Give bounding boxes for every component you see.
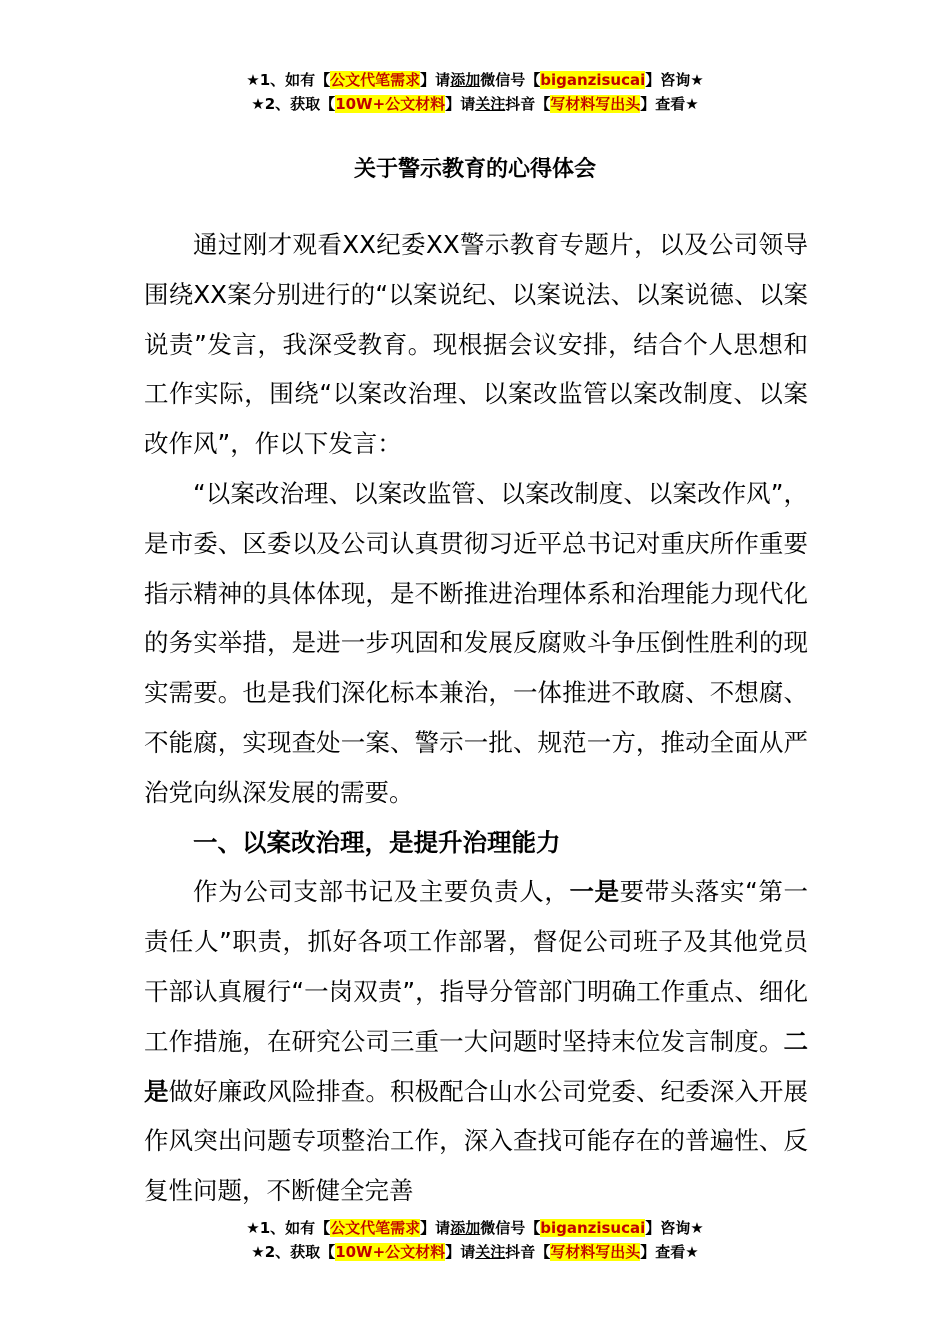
banner-text: 】查看★ [640, 95, 699, 113]
banner-text: ★1、如有【 [246, 71, 331, 89]
banner-highlight: 10W+公文材料 [335, 95, 446, 113]
banner-line-2 [0, 92, 950, 116]
banner-text: 】请 [420, 1219, 451, 1237]
banner-text: 】请 [420, 71, 451, 89]
banner-underline: 关注 [475, 1243, 506, 1261]
header-banner [0, 68, 950, 116]
paragraph-text: 做好廉政风险排查。积极配合山水公司党委、纪委深入开展作风突出问题专项整治工作，深入查找可能存在的普遍性、反复性问题，不断健全完善 [144, 1076, 808, 1206]
banner-highlight-wechat-id: biganzisucai [540, 1219, 646, 1237]
paragraph-intro: 通过刚才观看XX纪委XX警示教育专题片，以及公司领导围绕XX案分别进行的“以案说纪、以案说法、以案说德、以案说责”发言，我深受教育。现根据会议安排，结合个人思想和工作实际，围绕“以案改治理、以案改监管以案改制度、以案改作风”，作以下发言： [144, 230, 808, 459]
banner-line-2 [0, 1240, 950, 1264]
banner-highlight: 公文代笔需求 [330, 71, 421, 89]
banner-highlight: 10W+公文材料 [335, 1243, 446, 1261]
banner-line-1 [0, 68, 950, 92]
banner-text: 微信号【 [480, 1219, 541, 1237]
paragraph-section-1 [144, 867, 808, 1212]
banner-text: 微信号【 [480, 71, 541, 89]
banner-highlight-douyin-id: 写材料写出头 [550, 95, 641, 113]
bold-marker-first: 一是 [569, 877, 620, 907]
bold-marker-second: 二是 [144, 1026, 808, 1106]
section-heading-1: 一、以案改治理，是提升治理能力 [193, 827, 561, 857]
banner-text: 】请 [445, 95, 476, 113]
banner-highlight-douyin-id: 写材料写出头 [550, 1243, 641, 1261]
banner-text: 】咨询★ [645, 1219, 704, 1237]
banner-underline: 关注 [475, 95, 506, 113]
banner-underline: 添加 [450, 71, 481, 89]
paragraph-significance: “以案改治理、以案改监管、以案改制度、以案改作风”，是市委、区委以及公司认真贯彻习近平总书记对重庆所作重要指示精神的具体体现，是不断推进治理体系和治理能力现代化的务实举措，是进一步巩固和发展反腐败斗争压倒性胜利的现实需要。也是我们深化标本兼治，一体推进不敢腐、不想腐、不能腐，实现查处一案、警示一批、规范一方，推动全面从严治党向纵深发展的需要。 [144, 478, 808, 807]
banner-text: 】查看★ [640, 1243, 699, 1261]
banner-highlight-wechat-id: biganzisucai [540, 71, 646, 89]
banner-text: 抖音【 [505, 1243, 551, 1261]
document-title: 关于警示教育的心得体会 [353, 157, 596, 182]
banner-text: 】请 [445, 1243, 476, 1261]
banner-text: ★2、获取【 [251, 1243, 336, 1261]
banner-highlight: 公文代笔需求 [330, 1219, 421, 1237]
banner-text: 抖音【 [505, 95, 551, 113]
banner-line-1 [0, 1216, 950, 1240]
banner-text: ★1、如有【 [246, 1219, 331, 1237]
document-body [144, 220, 808, 1212]
banner-text: 】咨询★ [645, 71, 704, 89]
banner-text: ★2、获取【 [251, 95, 336, 113]
paragraph-text: 要带头落实“第一责任人”职责，抓好各项工作部署，督促公司班子及其他党员干部认真履行“一岗双责”，指导分管部门明确工作重点、细化工作措施，在研究公司三重一大问题时坚持末位发言制度。 [144, 877, 808, 1056]
banner-underline: 添加 [450, 1219, 481, 1237]
paragraph-text: 作为公司支部书记及主要负责人， [193, 877, 570, 907]
footer-banner [0, 1216, 950, 1264]
